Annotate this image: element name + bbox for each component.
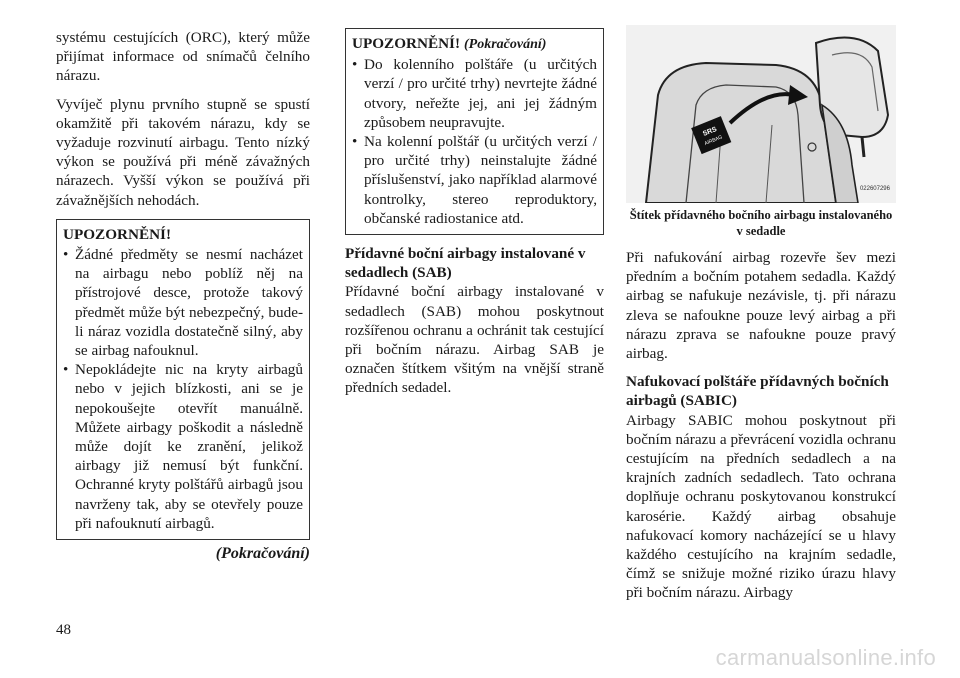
continued-label: (Pokračování) bbox=[215, 545, 310, 563]
figure-caption: Štítek přídavného bočního airbagu instalovaného v sedadle bbox=[629, 208, 893, 238]
section-heading-sab: Přídavné boční airbagy instalované v sedadlech (SAB) bbox=[345, 245, 586, 282]
warning-list bbox=[352, 55, 597, 228]
paragraph-orc: systému cestujících (ORC), který může přijímat informace od snímačů čelního nárazu. bbox=[56, 29, 310, 85]
warning-item: • Nepokládejte nic na kryty airbagů nebo v jejich blízkosti, ani se je nepokoušejte otevřít manuálně. Můžete airbagy poškodit a následně může dojít ke zranění, jelikož airbagy již nemusí být funkční. Ochranné kryty polštářů airbagů jsou navrženy tak, aby se otevřely pouze při nafouknutí airbagů. bbox=[63, 360, 303, 533]
paragraph-sabic: Airbagy SABIC mohou poskytnout při bočním nárazu a převrácení vozidla ochranu cestujícím na předních sedadlech a na krajních zadních sedadlech. Tato ochrana doplňuje ochranu poskytovanou konstrukcí karosérie. Každý airbag obsahuje nafukovací komory nacházející se u hlavy každého cestujícího na krajním sedadle, čímž se snižuje možné riziko úrazu hlavy při bočním nárazu. Airbagy bbox=[626, 411, 896, 602]
warning-box bbox=[56, 219, 310, 540]
column-middle bbox=[345, 28, 604, 407]
warning-title-suffix: (Pokračování) bbox=[464, 37, 547, 52]
warning-title: UPOZORNĚNÍ! bbox=[63, 225, 172, 243]
column-right bbox=[626, 25, 896, 612]
watermark: carmanualsonline.info bbox=[715, 645, 936, 670]
page-number: 48 bbox=[56, 622, 71, 638]
seat-illustration bbox=[626, 25, 896, 203]
warning-list bbox=[63, 245, 303, 533]
paragraph-sab: Přídavné boční airbagy instalované v sedadlech (SAB) mohou poskytnout rozšířenou ochranu a ochránit tak cestující při bočním nárazu. Airbag SAB je označen štítkem všitým na vnější straně předních sedadel. bbox=[345, 283, 604, 397]
warning-title: UPOZORNĚNÍ! (Pokračování) bbox=[352, 35, 547, 52]
paragraph-inflation: Při nafukování airbag rozevře šev mezi předním a bočním potahem sedadla. Každý airbag se nafukuje nezávisle, tj. při nárazu zleva se nafoukne pouze levý airbag a při nárazu zprava se nafoukne pouze pravý airbag. bbox=[626, 249, 896, 363]
warning-item: • Do kolenního polštáře (u určitých verzí / pro určité trhy) nevrtejte žádné otvory, neřežte jej, ani jej žádným způsobem neupravujte. bbox=[352, 55, 597, 132]
paragraph-inflator: Vyvíječ plynu prvního stupně se spustí okamžitě při takovém nárazu, kdy se vyžaduje rozvinutí airbagu. Tento nízký výkon se používá při méně závažných nárazech. Vyšší výkon se používá při závažnějších nehodách. bbox=[56, 95, 310, 209]
warning-item: • Na kolenní polštář (u určitých verzí / pro určité trhy) neinstalujte žádné příslušenství, jako například alarmové kontrolky, stereo reproduktory, občanské radiostanice atd. bbox=[352, 132, 597, 228]
section-heading-sabic: Nafukovací polštáře přídavných bočních airbagů (SABIC) bbox=[626, 373, 889, 410]
warning-item: • Žádné předměty se nesmí nacházet na airbagu nebo poblíž něj na přístrojové desce, protože takový předmět může být nebezpečný, bude-li náraz vozidla dostatečně silný, aby se airbag nafouknul. bbox=[63, 245, 303, 360]
warning-box-continued bbox=[345, 28, 604, 235]
srs-label-text: SRS bbox=[701, 125, 718, 138]
svg-text:AIRBAG: AIRBAG bbox=[703, 134, 724, 148]
seat-airbag-label-figure bbox=[626, 25, 896, 203]
figure-id: 022607296 bbox=[859, 185, 890, 192]
column-left bbox=[56, 28, 310, 563]
